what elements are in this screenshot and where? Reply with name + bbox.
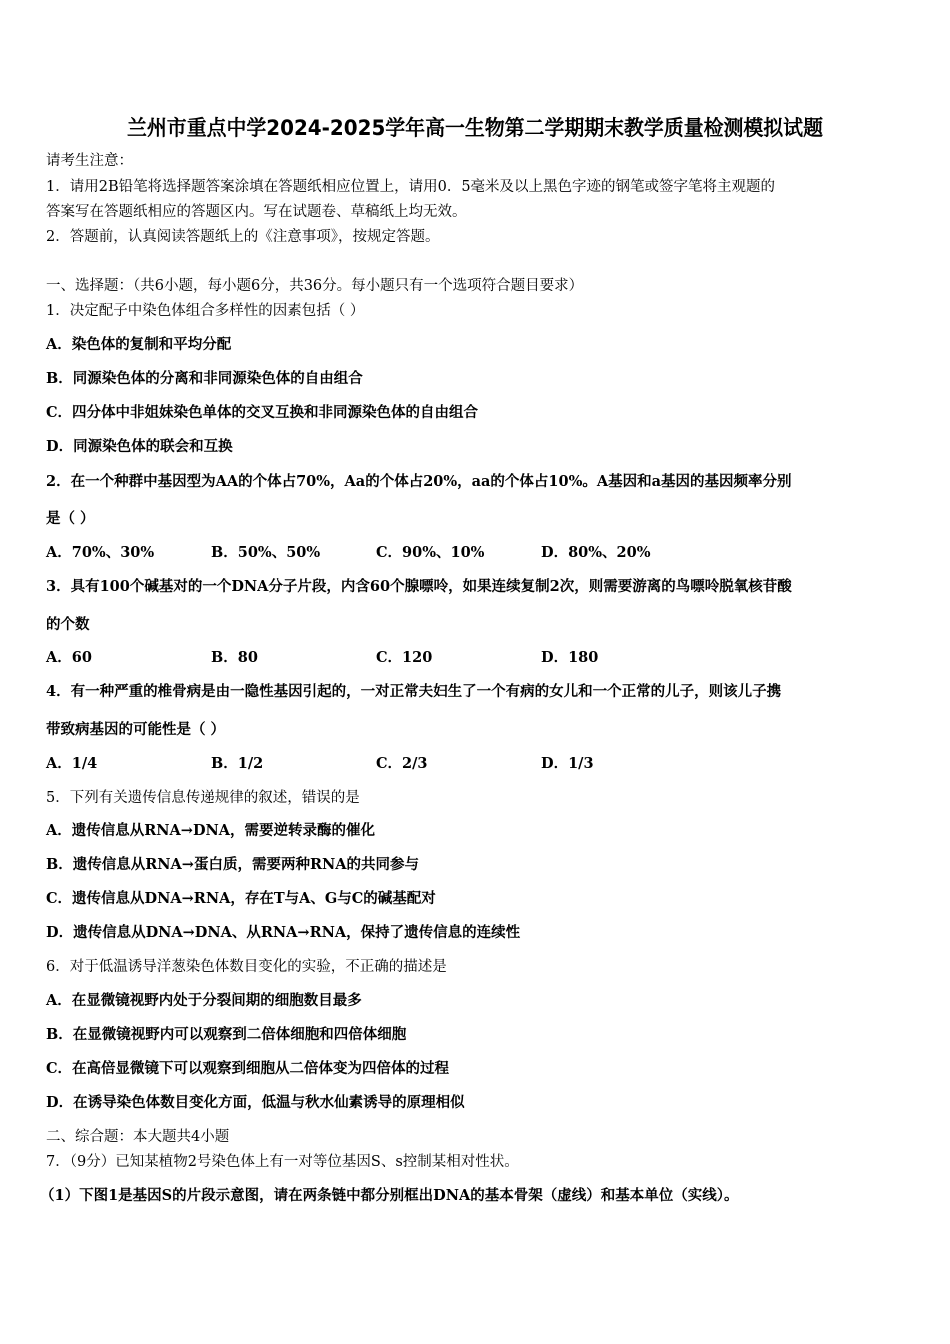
question-1-option-b: B．同源染色体的分离和非同源染色体的自由组合 <box>46 370 363 387</box>
question-5-option-b: B．遗传信息从RNA→蛋白质，需要两种RNA的共同参与 <box>46 856 420 873</box>
question-4-option-b: B．1/2 <box>211 755 264 772</box>
question-5-option-c: C．遗传信息从DNA→RNA，存在T与A、G与C的碱基配对 <box>46 890 436 907</box>
notice-heading: 请考生注意： <box>46 153 133 169</box>
question-7-stem: 7．（9分）已知某植物2号染色体上有一对等位基因S、s控制某相对性状。 <box>46 1154 519 1170</box>
question-6-stem: 6．对于低温诱导洋葱染色体数目变化的实验，不正确的描述是 <box>46 959 447 975</box>
question-4-option-a: A．1/4 <box>46 755 98 772</box>
question-6-option-c: C．在高倍显微镜下可以观察到细胞从二倍体变为四倍体的过程 <box>46 1060 450 1077</box>
question-2-option-b: B．50%、50% <box>211 544 321 561</box>
exam-title: 兰州市重点中学2024-2025学年高一生物第二学期期末教学质量检测模拟试题 <box>127 116 823 140</box>
notice-item-2: 2．答题前，认真阅读答题纸上的《注意事项》，按规定答题。 <box>46 229 440 245</box>
question-3-option-d: D．180 <box>541 649 599 666</box>
question-6-option-d: D．在诱导染色体数目变化方面，低温与秋水仙素诱导的原理相似 <box>46 1094 465 1111</box>
question-3-option-c: C．120 <box>376 649 433 666</box>
question-1-stem: 1．决定配子中染色体组合多样性的因素包括（ ） <box>46 303 365 319</box>
question-2-stem-line-1: 2．在一个种群中基因型为AA的个体占70%，Aa的个体占20%，aa的个体占10%。A基因和a基因的基因频率分别 <box>46 473 792 490</box>
section-1-heading: 一、选择题：（共6小题，每小题6分，共36分。每小题只有一个选项符合题目要求） <box>46 278 584 294</box>
question-5-option-a: A．遗传信息从RNA→DNA，需要逆转录酶的催化 <box>46 822 376 839</box>
question-2-option-d: D．80%、20% <box>541 544 651 561</box>
question-4-option-c: C．2/3 <box>376 755 428 772</box>
section-2-heading: 二、综合题：本大题共4小题 <box>46 1129 230 1145</box>
question-5-stem: 5．下列有关遗传信息传递规律的叙述，错误的是 <box>46 790 360 806</box>
notice-item-1-line-2: 答案写在答题纸相应的答题区内。写在试题卷、草稿纸上均无效。 <box>46 204 467 220</box>
question-2-option-a: A．70%、30% <box>46 544 155 561</box>
question-6-option-b: B．在显微镜视野内可以观察到二倍体细胞和四倍体细胞 <box>46 1026 407 1043</box>
notice-item-1-line-1: 1．请用2B铅笔将选择题答案涂填在答题纸相应位置上，请用0．5毫米及以上黑色字迹的钢笔或签字笔将主观题的 <box>46 179 776 195</box>
question-5-option-d: D．遗传信息从DNA→DNA、从RNA→RNA，保持了遗传信息的连续性 <box>46 924 521 941</box>
question-4-option-d: D．1/3 <box>541 755 594 772</box>
question-4-stem-line-1: 4．有一种严重的椎骨病是由一隐性基因引起的，一对正常夫妇生了一个有病的女儿和一个正常的儿子，则该儿子携 <box>46 683 782 700</box>
question-7-part-1: （1）下图1是基因S的片段示意图，请在两条链中都分别框出DNA的基本骨架（虚线）和基本单位（实线）。 <box>40 1187 739 1204</box>
question-3-option-b: B．80 <box>211 649 258 666</box>
question-4-stem-line-2: 带致病基因的可能性是（ ） <box>46 721 226 738</box>
question-3-stem-line-1: 3．具有100个碱基对的一个DNA分子片段，内含60个腺嘌呤，如果连续复制2次，则需要游离的鸟嘌呤脱氧核苷酸 <box>46 578 792 595</box>
question-1-option-c: C．四分体中非姐妹染色单体的交叉互换和非同源染色体的自由组合 <box>46 404 479 421</box>
question-1-option-d: D．同源染色体的联会和互换 <box>46 438 233 455</box>
question-1-option-a: A．染色体的复制和平均分配 <box>46 336 232 353</box>
question-2-option-c: C．90%、10% <box>376 544 485 561</box>
question-3-stem-line-2: 的个数 <box>46 616 90 633</box>
question-3-option-a: A．60 <box>46 649 92 666</box>
question-2-stem-line-2: 是（ ） <box>46 510 95 527</box>
question-6-option-a: A．在显微镜视野内处于分裂间期的细胞数目最多 <box>46 992 362 1009</box>
